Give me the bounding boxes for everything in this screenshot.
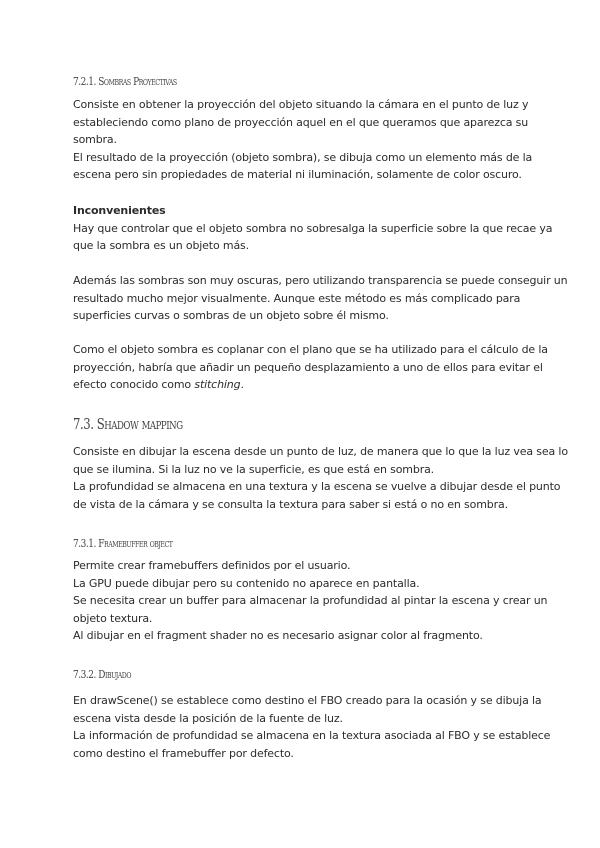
text-line: En drawScene() se establece como destino el FBO creado para la ocasión y se dibuja la	[73, 694, 542, 707]
text-line: Consiste en obtener la proyección del objeto situando la cámara en el punto de luz y	[73, 98, 529, 111]
text-line: de vista de la cámara y se consulta la textura para saber si está o no en sombra.	[73, 497, 508, 511]
paragraph-stitching	[73, 341, 548, 394]
text-line: El resultado de la proyección (objeto sombra), se dibuja como un elemento más de la	[73, 150, 533, 164]
text-line: objeto textura.	[73, 611, 153, 625]
text-line: La GPU puede dibujar pero su contenido no aparece en pantalla.	[73, 576, 420, 590]
text-line: Además las sombras son muy oscuras, pero utilizando transparencia se puede conseguir un	[73, 274, 568, 287]
text-line: La profundidad se almacena en una textura y la escena se vuelve a dibujar desde el punto	[73, 480, 561, 494]
text-line: Como el objeto sombra es coplanar con el plano que se ha utilizado para el cálculo de la	[73, 343, 548, 356]
section-heading-7-3-2: 7.3.2. Dibujado	[73, 667, 131, 681]
text-line: resultado mucho mejor visualmente. Aunque este método es más complicado para	[73, 291, 521, 305]
text-line: que la sombra es un objeto más.	[73, 239, 249, 253]
paragraph-framebuffer	[73, 557, 548, 645]
text-fragment: efecto conocido como	[73, 378, 195, 392]
text-line: escena pero sin propiedades de material ni iluminación, solamente de color oscuro.	[73, 168, 522, 182]
text-line: Hay que controlar que el objeto sombra no sobresalga la superficie sobre la que recae ya	[73, 221, 553, 235]
text-line: proyección, habría que añadir un pequeño desplazamiento a uno de ellos para evitar el	[73, 360, 543, 374]
paragraph-dibujado	[73, 692, 551, 762]
text-line-stitching	[73, 376, 533, 394]
text-line: estableciendo como plano de proyección aquel en el que queramos que aparezca su	[73, 115, 529, 129]
text-line: como destino el framebuffer por defecto.	[73, 746, 294, 760]
text-line: sombra.	[73, 133, 117, 147]
paragraph-projection-intro	[73, 96, 533, 184]
paragraph-dark-shadows	[73, 272, 568, 325]
text-line: Consiste en dibujar la escena desde un punto de luz, de manera que lo que la luz vea sea lo	[73, 445, 568, 458]
text-line: escena vista desde la posición de la fuente de luz.	[73, 711, 343, 725]
inconvenientes-title: Inconvenientes	[73, 204, 166, 217]
text-line: Se necesita crear un buffer para almacenar la profundidad al pintar la escena y crear un	[73, 594, 548, 608]
text-line: Permite crear framebuffers definidos por el usuario.	[73, 559, 351, 572]
paragraph-shadow-mapping	[73, 443, 568, 513]
text-line: que se ilumina. Si la luz no ve la superficie, es que está en sombra.	[73, 462, 435, 476]
text-line: La información de profundidad se almacena en la textura asociada al FBO y se establece	[73, 729, 551, 743]
stitching-term: stitching	[194, 378, 241, 392]
text-line: superficies curvas o sombras de un objeto sobre él mismo.	[73, 309, 389, 323]
text-line: Al dibujar en el fragment shader no es necesario asignar color al fragmento.	[73, 629, 483, 643]
paragraph-inconvenientes	[73, 202, 553, 255]
section-heading-7-3: 7.3. Shadow mapping	[73, 415, 183, 433]
section-heading-7-3-1: 7.3.1. Framebuffer object	[73, 536, 173, 550]
text-fragment: .	[240, 378, 244, 392]
section-heading-7-2-1: 7.2.1. Sombras Proyectivas	[73, 74, 177, 88]
